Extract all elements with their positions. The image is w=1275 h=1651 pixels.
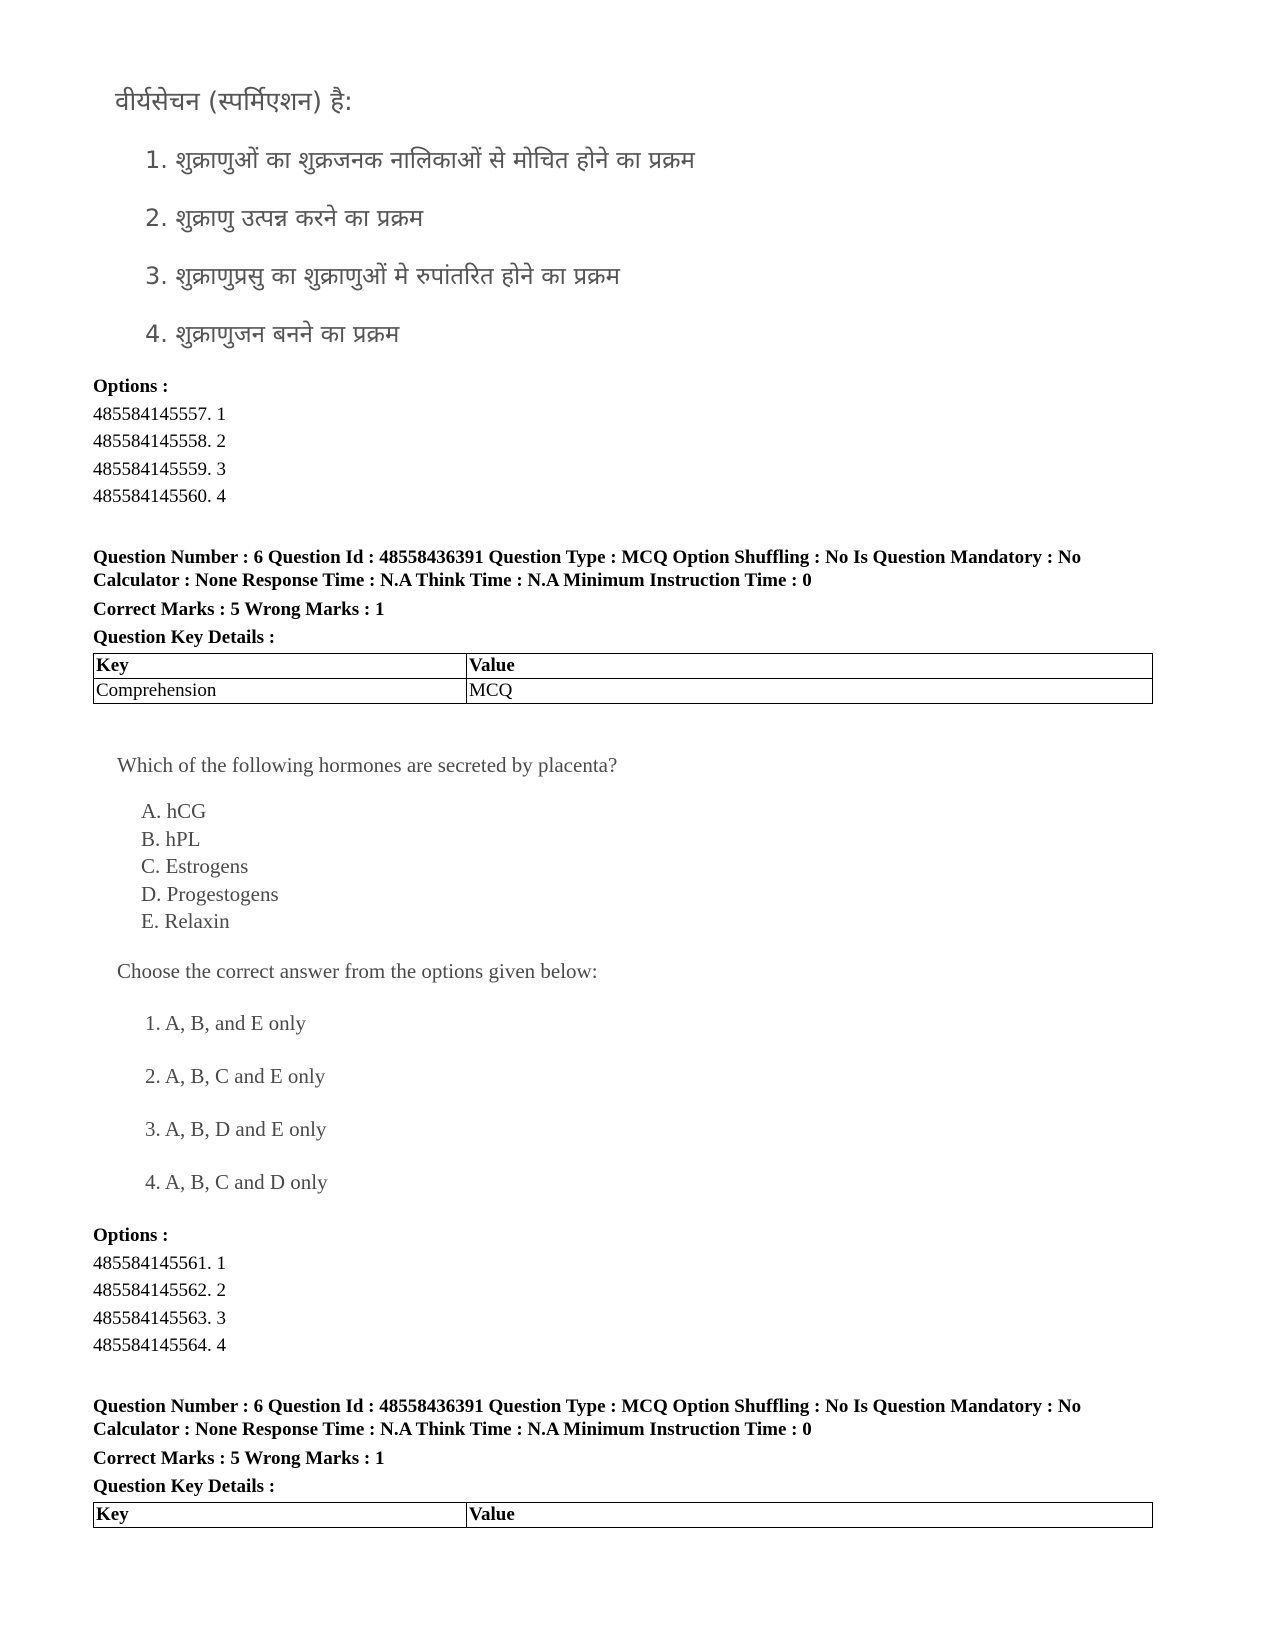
option-item: 485584145562. 2 <box>93 1280 226 1301</box>
key-details-table <box>93 653 1153 704</box>
question-meta-2 <box>93 1395 1153 1528</box>
english-item: A. hCG <box>141 799 207 823</box>
question-meta-line1: Question Number : 6 Question Id : 48558436391 Question Type : MCQ Option Shuffling : No Is Question Mandatory : No <box>93 547 1082 568</box>
key-details-heading: Question Key Details : <box>93 626 276 648</box>
english-item: C. Estrogens <box>141 854 249 878</box>
table-cell-key: Comprehension <box>94 679 467 704</box>
english-question-image <box>117 750 617 1220</box>
option-item: 485584145557. 1 <box>93 403 226 425</box>
table-cell-value: MCQ <box>467 679 1153 704</box>
hindi-choice-4: 4. शुक्राणुजन बनने का प्रक्रम <box>145 320 400 348</box>
english-item: E. Relaxin <box>141 909 230 933</box>
hindi-question-image <box>115 80 695 370</box>
hindi-question-stem: वीर्यसेचन (स्पर्मिएशन) है: <box>115 87 353 117</box>
option-item: 485584145560. 4 <box>93 486 226 507</box>
hindi-choice-2: 2. शुक्राणु उत्पन्न करने का प्रक्रम <box>145 204 424 232</box>
table-header-key: Key <box>94 654 467 679</box>
option-item: 485584145558. 2 <box>93 431 226 452</box>
option-item: 485584145559. 3 <box>93 458 226 480</box>
english-choice-3: 3. A, B, D and E only <box>145 1116 327 1141</box>
options-block-2 <box>93 1222 226 1360</box>
question-meta-line2: Calculator : None Response Time : N.A Think Time : N.A Minimum Instruction Time : 0 <box>93 570 812 591</box>
option-item: 485584145564. 4 <box>93 1335 226 1356</box>
options-heading: Options : <box>93 376 169 397</box>
english-item: D. Progestogens <box>141 881 279 906</box>
question-meta-line2: Calculator : None Response Time : N.A Think Time : N.A Minimum Instruction Time : 0 <box>93 1419 812 1440</box>
options-heading: Options : <box>93 1225 169 1246</box>
table-row <box>94 679 1153 704</box>
question-meta-line1: Question Number : 6 Question Id : 48558436391 Question Type : MCQ Option Shuffling : No Is Question Mandatory : No <box>93 1396 1082 1417</box>
key-details-heading: Question Key Details : <box>93 1475 276 1497</box>
options-block-1 <box>93 373 226 511</box>
table-header-row <box>94 654 1153 679</box>
question-meta-1 <box>93 546 1153 704</box>
english-item: B. hPL <box>141 826 201 851</box>
option-item: 485584145563. 3 <box>93 1307 226 1329</box>
english-question-stem: Which of the following hormones are secreted by placenta? <box>117 753 618 777</box>
marks-line: Correct Marks : 5 Wrong Marks : 1 <box>93 599 385 620</box>
marks-line: Correct Marks : 5 Wrong Marks : 1 <box>93 1448 385 1469</box>
key-details-table <box>93 1502 1153 1528</box>
hindi-choice-3: 3. शुक्राणुप्रसु का शुक्राणुओं मे रुपांतरित होने का प्रक्रम <box>145 262 620 290</box>
english-choice-2: 2. A, B, C and E only <box>145 1063 326 1088</box>
english-instruction: Choose the correct answer from the options given below: <box>117 958 598 983</box>
english-choice-1: 1. A, B, and E only <box>145 1010 306 1035</box>
english-choice-4: 4. A, B, C and D only <box>145 1169 328 1194</box>
option-item: 485584145561. 1 <box>93 1252 226 1274</box>
table-header-row <box>94 1503 1153 1528</box>
table-header-value: Value <box>467 654 1153 679</box>
table-header-value: Value <box>467 1503 1153 1528</box>
hindi-choice-1: 1. शुक्राणुओं का शुक्रजनक नालिकाओं से मोचित होने का प्रक्रम <box>145 146 695 174</box>
table-header-key: Key <box>94 1503 467 1528</box>
